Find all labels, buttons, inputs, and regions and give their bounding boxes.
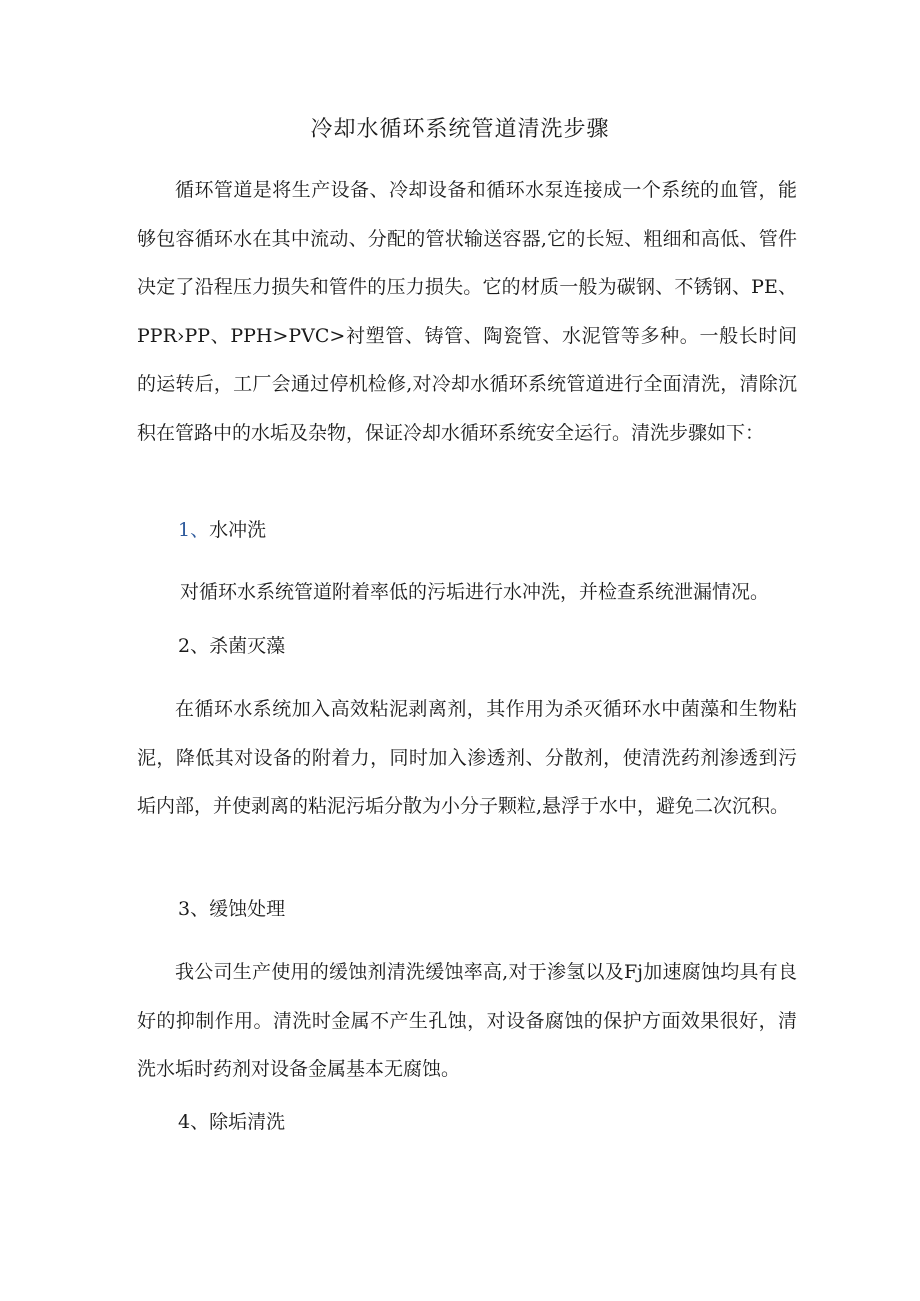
section-heading-text: 除垢清洗 [209, 1111, 286, 1133]
section-separator: 、 [190, 519, 210, 541]
section-heading-4 [178, 1104, 285, 1140]
section-heading-1 [178, 512, 266, 548]
section-body-1: 对循环水系统管道附着率低的污垢进行水冲洗，并检查系统泄漏情况。 [180, 581, 770, 603]
page-title: 冷却水循环系统管道清洗步骤 [310, 117, 610, 142]
intro-paragraph: 循环管道是将生产设备、冷却设备和循环水泵连接成一个系统的血管，能够包容循环水在其中流动、分配的管状输送容器,它的长短、粗细和高低、管件决定了沿程压力损失和管件的压力损失。它的材质一般为碳钢、不锈钢、PE、PPR›PP、PPH>PVC>衬塑管、铸管、陶瓷管、水泥管等多种。一般长时间的运转后，工厂会通过停机检修,对冷却水循环系统管道进行全面清洗，清除沉积在管路中的水垢及杂物，保证冷却水循环系统安全运行。清洗步骤如下： [137, 179, 797, 444]
section-separator: 、 [190, 898, 210, 920]
section-body-3: 我公司生产使用的缓蚀剂清洗缓蚀率高,对于渗氢以及Fj加速腐蚀均具有良好的抑制作用。清洗时金属不产生孔蚀，对设备腐蚀的保护方面效果很好，清洗水垢时药剂对设备金属基本无腐蚀。 [137, 961, 797, 1080]
section-heading-text: 缓蚀处理 [209, 898, 286, 920]
section-heading-3 [178, 891, 285, 927]
section-number: 4 [178, 1111, 191, 1133]
section-heading-text: 杀菌灭藻 [209, 635, 286, 657]
section-number: 3 [178, 898, 191, 920]
section-heading-2 [178, 628, 285, 664]
section-number: 1 [178, 519, 191, 541]
section-heading-text: 水冲洗 [209, 519, 267, 541]
section-number: 2 [178, 635, 191, 657]
section-separator: 、 [190, 1111, 210, 1133]
section-body-2: 在循环水系统加入高效粘泥剥离剂，其作用为杀灭循环水中菌藻和生物粘泥，降低其对设备的附着力，同时加入渗透剂、分散剂，使清洗药剂渗透到污垢内部，并使剥离的粘泥污垢分散为小分子颗粒,悬浮于水中，避免二次沉积。 [137, 698, 797, 817]
section-separator: 、 [190, 635, 210, 657]
